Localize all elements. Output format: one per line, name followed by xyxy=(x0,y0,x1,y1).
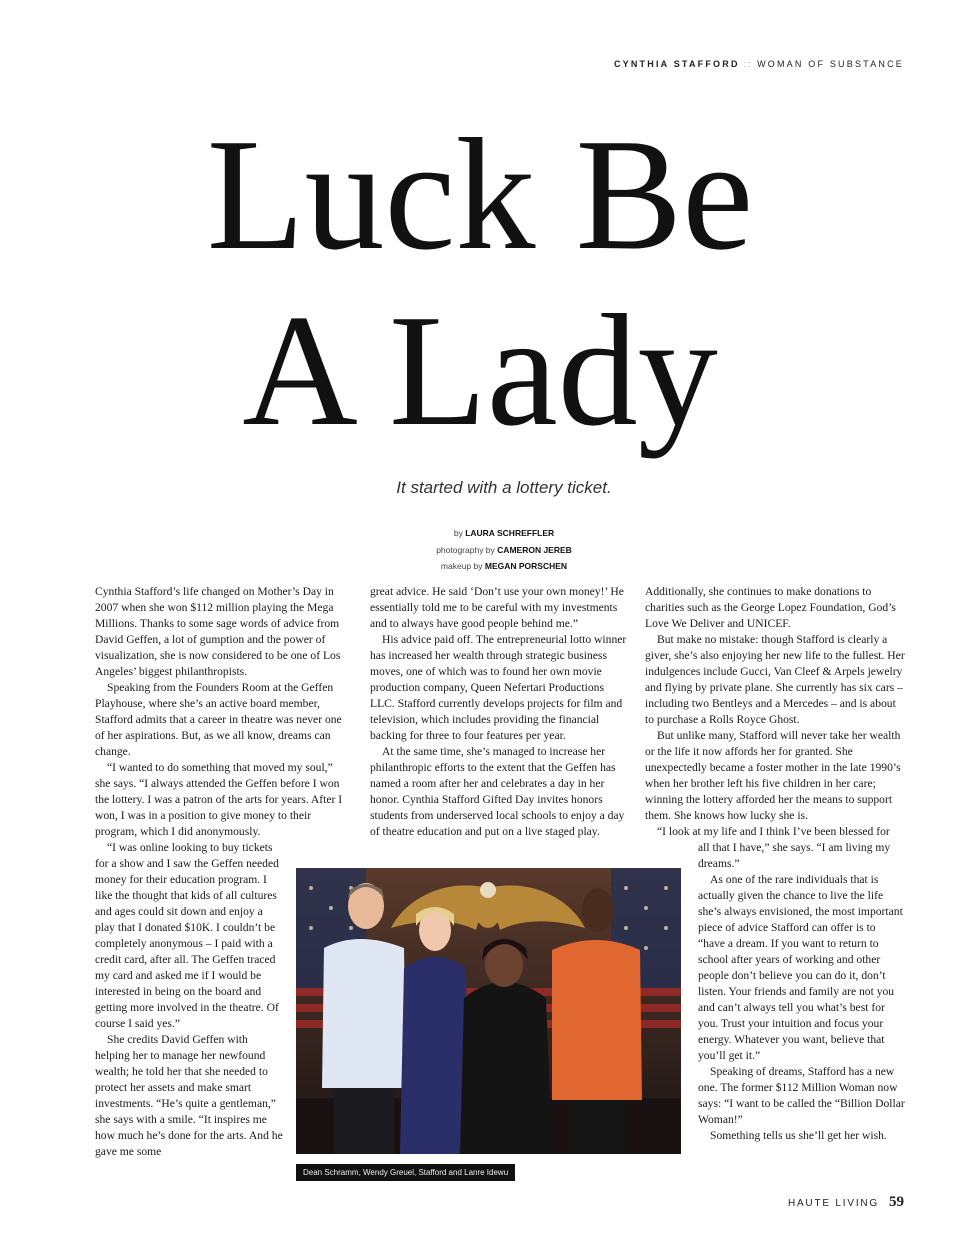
headline-line-1: Luck Be xyxy=(206,105,754,283)
paragraph: great advice. He said ‘Don’t use your own money!’ He essentially told me to be careful with my investments and to always have good people behind me.” xyxy=(370,585,624,630)
paragraph: “I wanted to do something that moved my soul,” she says. “I always attended the Geffen before I won the lottery. I was a patron of the arts for years. After I won, I was in a position to give money to their program, which I did anonymously. xyxy=(95,761,343,838)
byline-makeup xyxy=(0,561,960,571)
photographer-name: CAMERON JEREB xyxy=(497,545,572,555)
byline-photography xyxy=(0,545,960,555)
running-header xyxy=(614,59,904,69)
makeup-artist-name: MEGAN PORSCHEN xyxy=(484,561,568,571)
paragraph: “I was online looking to buy tickets for a show and I saw the Geffen needed money for their education program. I like the thought that kids of all cultures and ages could sit down and enjoy a play that I donated $10K. I couldn’t be completely anonymous – I paid with a credit card, after all. The Geffen traced my card and asked me if I would be interested in being on the board and getting more involved in the theatre. Of course I said yes.” xyxy=(95,841,279,1030)
makeup-prefix: makeup by xyxy=(440,561,483,571)
body-column-1 xyxy=(95,584,351,840)
paragraph: As one of the rare individuals that is actually given the chance to live the life she’s always envisioned, the most important piece of advice Stafford can offer is to “have a dream. If you want to return to school after years of working and other people don’t believe you can do it, don’t listen. Your friends and family are not you and can’t always tell you what’s best for you. Trust your intuition and focus your energy. Whatever you want, believe that you’ll get it.” xyxy=(698,873,903,1062)
body-column-1-continued xyxy=(95,840,285,1160)
page-number: 59 xyxy=(889,1194,904,1210)
headline-line-2: A Lady xyxy=(242,281,718,459)
body-column-2 xyxy=(370,584,628,840)
paragraph: Speaking from the Founders Room at the Geffen Playhouse, where she’s an active board member, Stafford admits that a career in theatre was never one of her aspirations. But, as we all know, dreams can change. xyxy=(95,681,342,758)
header-section-name: WOMAN OF SUBSTANCE xyxy=(757,59,904,69)
writer-name: LAURA SCHREFFLER xyxy=(465,528,555,538)
photo-caption: Dean Schramm, Wendy Greuel, Stafford and Lanre Idewu xyxy=(296,1164,515,1181)
paragraph: Speaking of dreams, Stafford has a new one. The former $112 Million Woman now says: “I want to be called the “Billion Dollar Woman!” xyxy=(698,1065,905,1126)
paragraph: Something tells us she’ll get her wish. xyxy=(710,1129,887,1142)
body-column-3 xyxy=(645,584,905,840)
page-footer xyxy=(788,1194,904,1211)
paragraph: Cynthia Stafford’s life changed on Mother’s Day in 2007 when she won $112 million playing the Mega Millions. Thanks to some sage words of advice from David Geffen, a lot of gumption and the power of visualization, she is now considered to be one of Los Angeles’ biggest philanthropists. xyxy=(95,585,341,678)
paragraph: all that I have,” she says. “I am living my dreams.” xyxy=(698,841,891,870)
body-column-3-continued xyxy=(698,840,905,1144)
paragraph: “I look at my life and I think I’ve been blessed for xyxy=(657,825,890,838)
paragraph: She credits David Geffen with helping her to manage her newfound wealth; he told her that she needed to protect her assets and make smart investments. “He’s quite a gentleman,” she says with a smile. “It inspires me how much he’s done for the arts. And he gave me some xyxy=(95,1033,283,1158)
paragraph: Additionally, she continues to make donations to charities such as the George Lopez Foundation, God’s Love We Deliver and UNICEF. xyxy=(645,585,896,630)
group-photo xyxy=(296,868,681,1154)
writer-prefix: by xyxy=(453,528,463,538)
paragraph: But make no mistake: though Stafford is clearly a giver, she’s also enjoying her new life to the fullest. Her indulgences include Gucci, Van Cleef & Arpels jewelry and flying by private plane. She currently has six cars – including two Bentleys and a Mercedes – and is about to purchase a Rolls Royce Ghost. xyxy=(645,633,905,726)
paragraph: At the same time, she’s managed to increase her philanthropic efforts to the extent that the Geffen has named a room after her and celebrates a day in her honor. Cynthia Stafford Gifted Day invites honors students from underserved local schools to enjoy a day of theatre education and put on a live staged play. xyxy=(370,745,625,838)
photography-prefix: photography by xyxy=(436,545,495,555)
byline-writer xyxy=(0,528,960,538)
paragraph: But unlike many, Stafford will never take her wealth or the life it now affords her for granted. She unexpectedly became a foster mother in the late 1990’s when her brother left his five children in her care; winning the lottery afforded her the means to support them. She knows how lucky she is. xyxy=(645,729,901,822)
publication-name: HAUTE LIVING xyxy=(787,1198,879,1209)
subheadline: It started with a lottery ticket. xyxy=(396,478,612,497)
paragraph: His advice paid off. The entrepreneurial lotto winner has increased her wealth through strategic business moves, one of which was to found her own movie production company, Queen Nefertari Productions LLC. Stafford currently develops projects for film and television, which includes providing the financial backing for three to four features per year. xyxy=(370,633,627,742)
header-subject-name: CYNTHIA STAFFORD xyxy=(613,59,740,69)
header-separator: :: xyxy=(743,59,754,69)
